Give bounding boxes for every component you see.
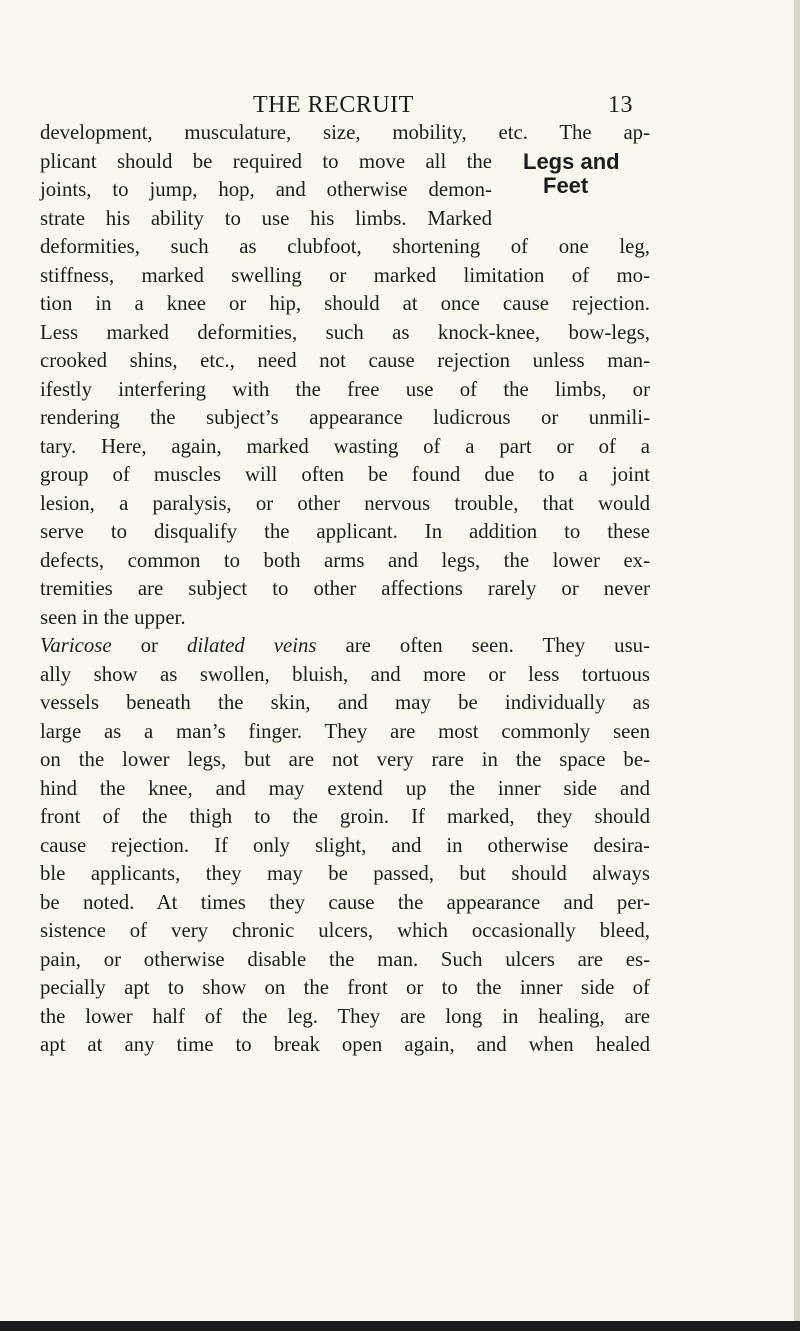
- text-line: tion in a knee or hip, should at once cause rejection.: [40, 292, 650, 315]
- text-line: tary. Here, again, marked wasting of a part or of a: [40, 434, 650, 458]
- paragraph-start-line: [40, 632, 650, 661]
- page-number: 13: [608, 92, 633, 118]
- text-line: seen in the upper.: [40, 605, 186, 629]
- text-line: hind the knee, and may extend up the inner side and: [40, 776, 650, 800]
- text-line: Less marked deformities, such as knock-knee, bow-legs,: [40, 320, 650, 344]
- text-line: be noted. At times they cause the appearance and per-: [40, 890, 650, 914]
- text-line: [40, 148, 650, 177]
- text-line: apt at any time to break open again, and when healed: [40, 1033, 650, 1056]
- text-line: cause rejection. If only slight, and in otherwise desira-: [40, 833, 650, 857]
- text-fragment: are often seen. They usu-: [316, 634, 650, 657]
- margin-note-line: Feet: [543, 173, 589, 198]
- text-line: development, musculature, size, mobility, etc. The ap-: [40, 121, 650, 144]
- margin-note-line: Legs and: [523, 149, 620, 174]
- body-text: [40, 119, 650, 1060]
- text-line: ble applicants, they may be passed, but should always: [40, 862, 650, 885]
- text-line: front of the thigh to the groin. If marked, they should: [40, 805, 650, 828]
- text-line: large as a man’s finger. They are most commonly seen: [40, 719, 650, 743]
- text-line: on the lower legs, but are not very rare in the space be-: [40, 748, 650, 771]
- text-line: tremities are subject to other affections rarely or never: [40, 577, 650, 600]
- text-line: serve to disqualify the applicant. In addition to these: [40, 520, 650, 543]
- text-line-content: plicant should be required to move all the: [40, 149, 492, 173]
- text-line: stiffness, marked swelling or marked limitation of mo-: [40, 263, 650, 287]
- italic-term: dilated veins: [186, 634, 317, 657]
- text-fragment: or: [111, 634, 187, 657]
- text-line: [40, 205, 650, 234]
- text-line: lesion, a paralysis, or other nervous trouble, that would: [40, 491, 650, 515]
- text-line: rendering the subject’s appearance ludicrous or unmili-: [40, 406, 650, 429]
- text-line-content: joints, to jump, hop, and otherwise demon-: [40, 178, 492, 201]
- running-title: THE RECRUIT: [253, 92, 414, 118]
- text-line: the lower half of the leg. They are long in healing, are: [40, 1004, 650, 1028]
- italic-term: Varicose: [40, 634, 112, 657]
- text-line: deformities, such as clubfoot, shortening of one leg,: [40, 235, 650, 258]
- text-line: ally show as swollen, bluish, and more or less tortuous: [40, 662, 650, 686]
- page-bottom-border: [0, 1321, 800, 1331]
- text-line-content: strate his ability to use his limbs. Marked: [40, 206, 492, 230]
- text-line: defects, common to both arms and legs, the lower ex-: [40, 548, 650, 572]
- text-line: pain, or otherwise disable the man. Such ulcers are es-: [40, 947, 650, 971]
- text-line: crooked shins, etc., need not cause rejection unless man-: [40, 349, 650, 372]
- text-line: ifestly interfering with the free use of the limbs, or: [40, 377, 650, 401]
- text-line: pecially apt to show on the front or to the inner side of: [40, 976, 650, 999]
- page-edge: [794, 0, 800, 1331]
- text-line: sistence of very chronic ulcers, which occasionally bleed,: [40, 919, 650, 942]
- text-line: [40, 173, 650, 205]
- text-line: group of muscles will often be found due to a joint: [40, 463, 650, 486]
- text-line: vessels beneath the skin, and may be individually as: [40, 691, 650, 714]
